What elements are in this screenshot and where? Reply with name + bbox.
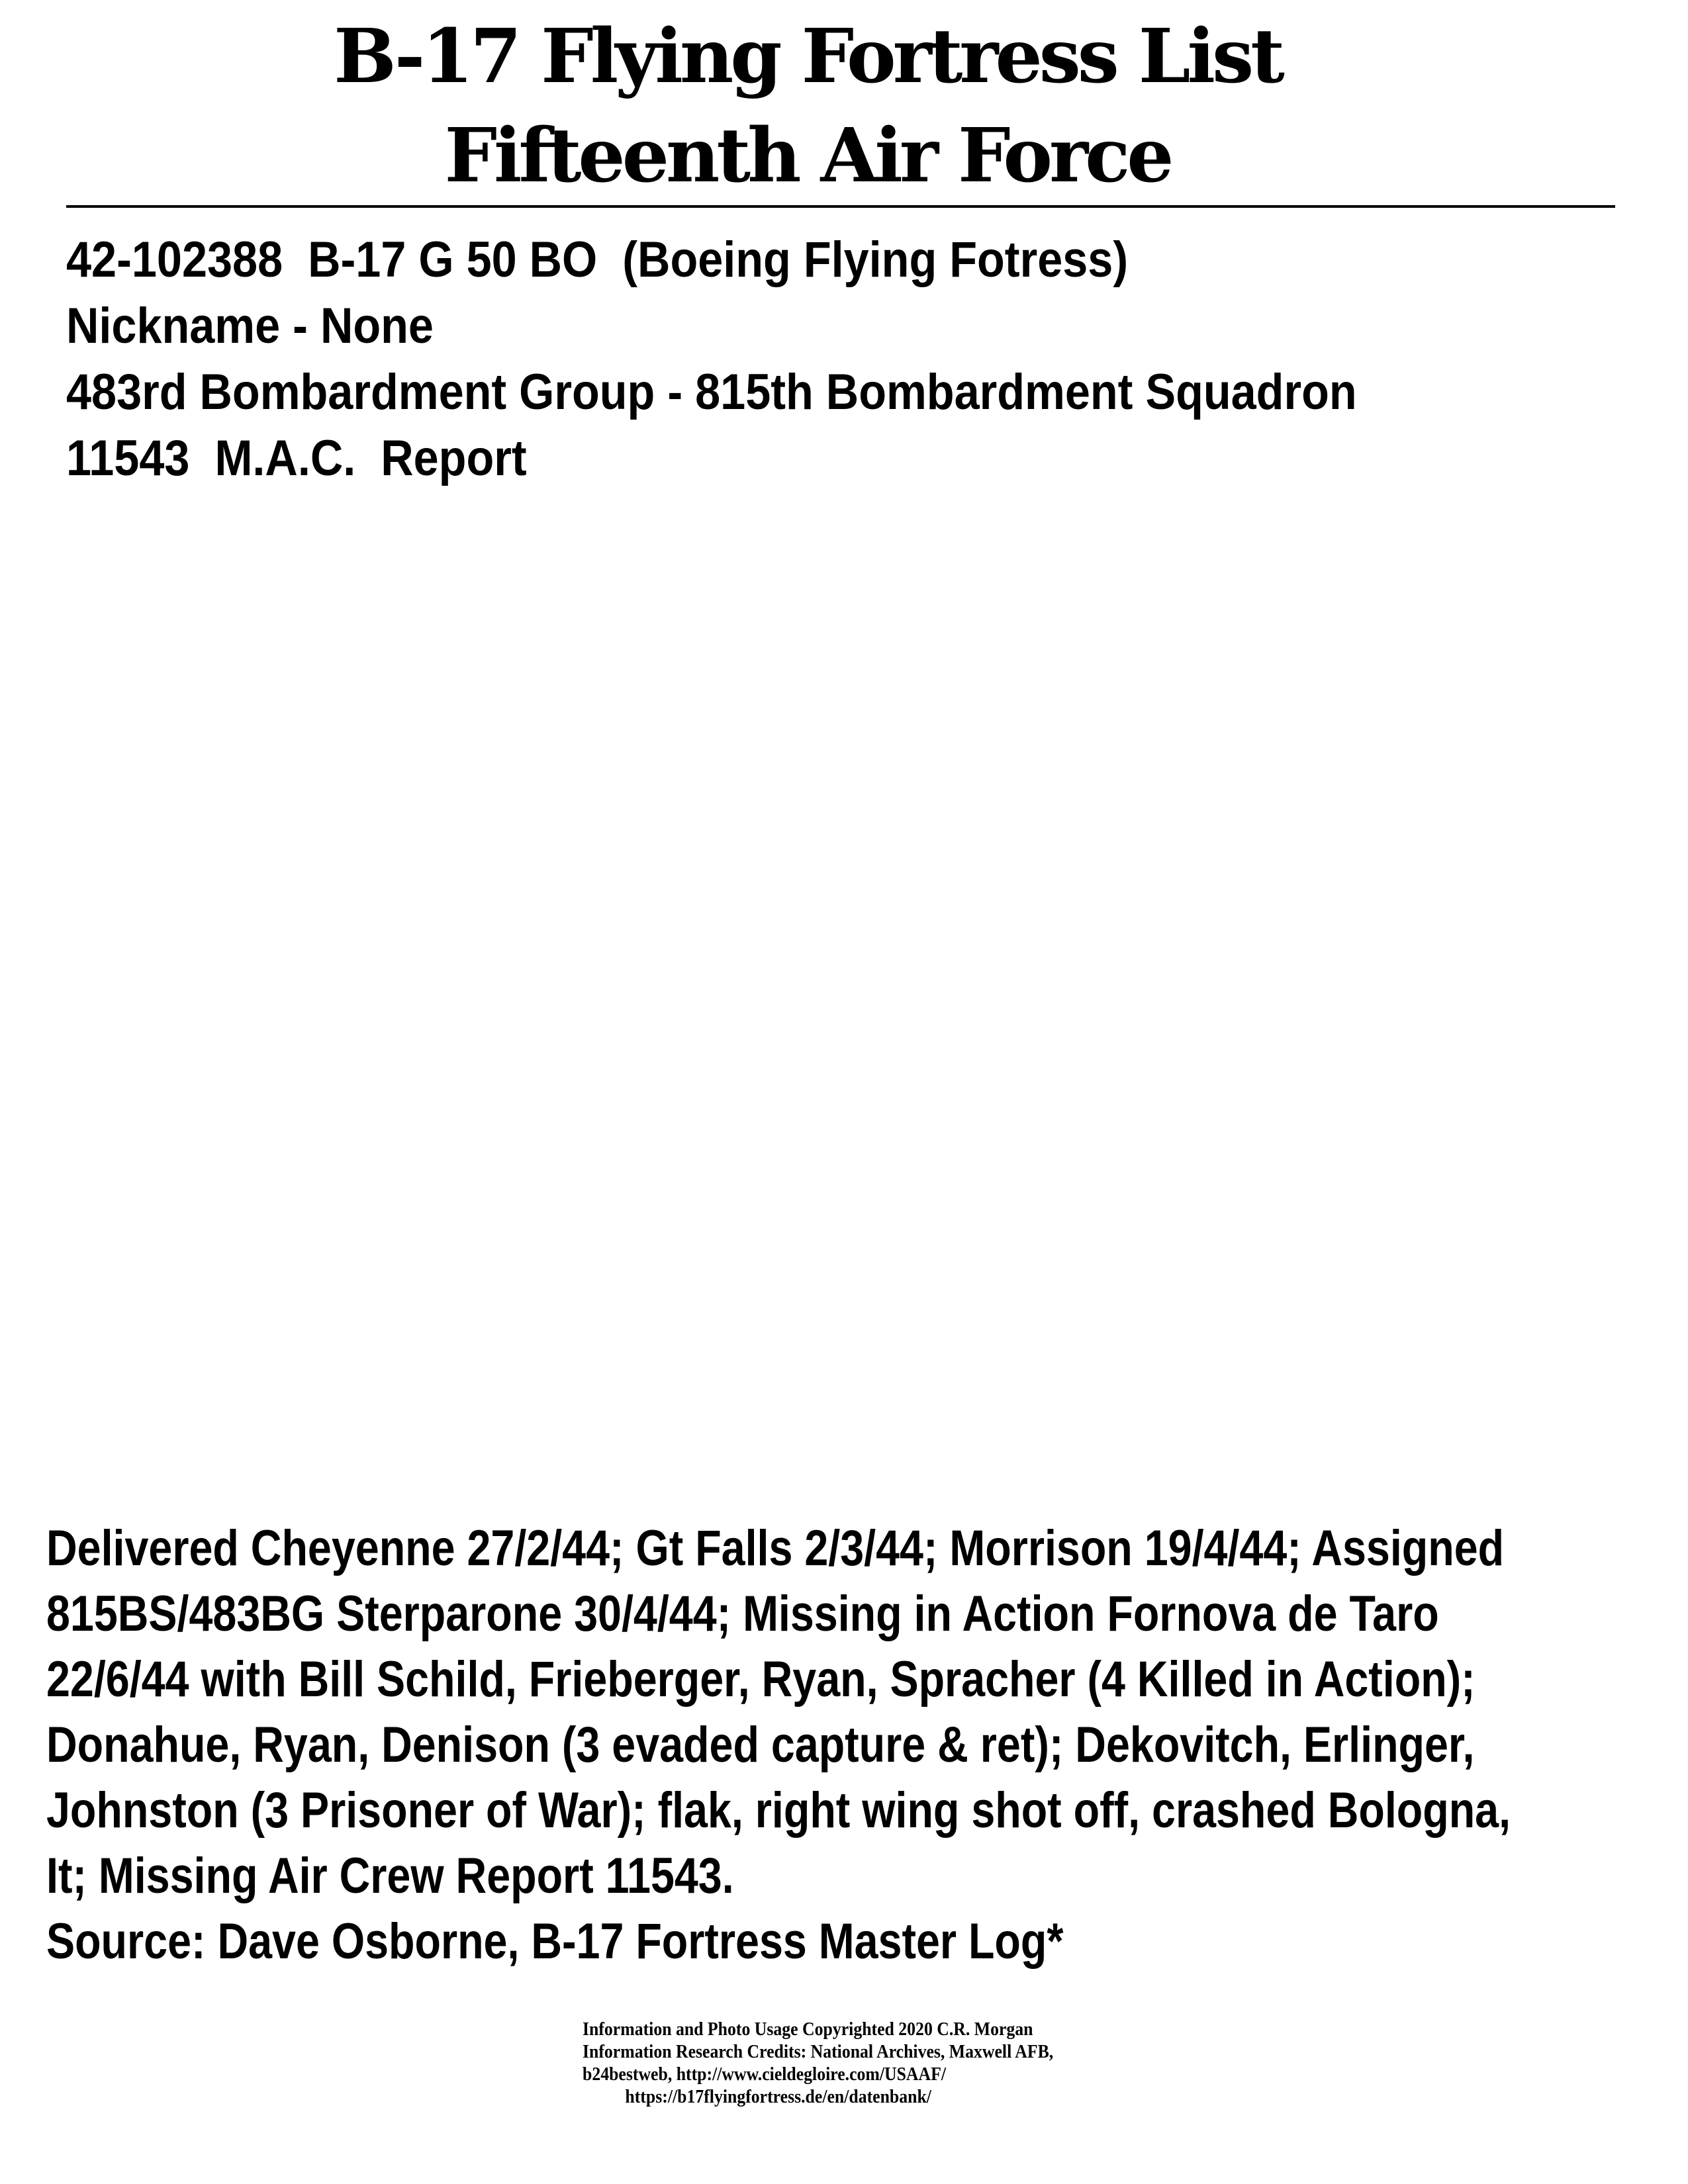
footer-line: https://b17flyingfortress.de/en/datenbank/: [625, 2087, 931, 2107]
history-line: Donahue, Ryan, Denison (3 evaded capture & ret); Dekovitch, Erlinger,: [46, 1717, 1475, 1773]
group-and-squadron: 483rd Bombardment Group - 815th Bombardment Squadron: [66, 364, 1357, 420]
footer-line: b24bestweb, http://www.cieldegloire.com/USAAF/: [583, 2064, 947, 2085]
page-title: B-17 Flying Fortress List: [334, 13, 1282, 100]
page-subtitle: Fifteenth Air Force: [444, 113, 1171, 199]
history-line: 22/6/44 with Bill Schild, Frieberger, Ryan, Spracher (4 Killed in Action);: [46, 1651, 1476, 1707]
copyright-footer: [583, 2019, 1053, 2109]
history-line: 815BS/483BG Sterparone 30/4/44; Missing in Action Fornova de Taro: [46, 1586, 1439, 1642]
macr-report: 11543 M.A.C. Report: [66, 430, 527, 486]
source-line: Source: Dave Osborne, B-17 Fortress Master Log*: [46, 1913, 1064, 1970]
nickname: Nickname - None: [66, 298, 434, 354]
footer-line: Information and Photo Usage Copyrighted 2020 C.R. Morgan: [583, 2019, 1033, 2040]
title-divider: [66, 205, 1615, 208]
serial-and-model: 42-102388 B-17 G 50 BO (Boeing Flying Fotress): [66, 232, 1129, 288]
footer-line: Information Research Credits: National Archives, Maxwell AFB,: [583, 2042, 1054, 2062]
aircraft-history: [46, 1516, 1511, 1974]
history-line: It; Missing Air Crew Report 11543.: [46, 1848, 734, 1904]
history-line: Johnston (3 Prisoner of War); flak, right wing shot off, crashed Bologna,: [46, 1782, 1511, 1839]
history-line: Delivered Cheyenne 27/2/44; Gt Falls 2/3/44; Morrison 19/4/44; Assigned: [46, 1520, 1505, 1576]
